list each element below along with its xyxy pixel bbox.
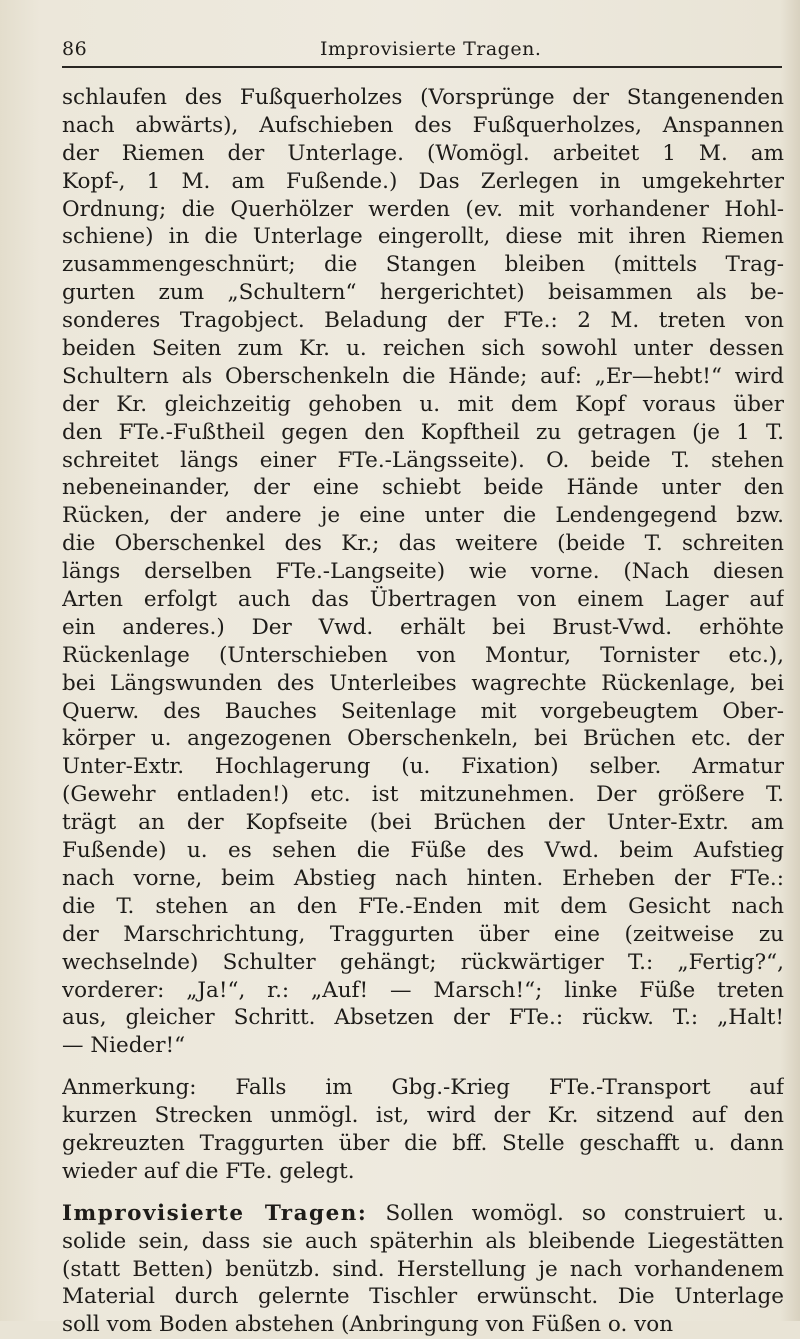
paragraph-gap (62, 1186, 784, 1200)
running-title: Improvisierte Tragen. (320, 38, 542, 60)
text-line: schlaufen des Fußquerholzes (Vorsprünge der Stangenenden (62, 85, 784, 110)
text-line: Schultern als Oberschenkeln die Hände; auf: „Er—hebt!“ wird (62, 363, 784, 389)
text-line: (statt Betten) benützb. sind. Herstellung je nach vorhandenem (62, 1256, 784, 1282)
text-line: ein anderes.) Der Vwd. erhält bei Brust-Vwd. erhöhte (62, 614, 784, 640)
page-body (62, 84, 784, 1339)
text-line: gurten zum „Schultern“ hergerichtet) beisammen als be- (62, 280, 784, 306)
text-line: vorderer: „Ja!“, r.: „Auf! — Marsch!“; linke Füße treten (62, 977, 784, 1003)
heading-line-rest: Sollen womögl. so construiert u. (385, 1200, 784, 1226)
header-rule (62, 66, 782, 68)
text-line: Anmerkung: Falls im Gbg.-Krieg FTe.-Transport auf (62, 1075, 784, 1101)
text-line: zusammengeschnürt; die Stangen bleiben (mittels Trag- (62, 252, 784, 278)
text-line: wieder auf die FTe. gelegt. (62, 1158, 355, 1184)
page-header (62, 38, 782, 68)
text-line: schreitet längs einer FTe.-Längsseite). O. beide T. stehen (62, 447, 784, 473)
text-line: — Nieder!“ (62, 1033, 186, 1059)
text-line: Querw. des Bauches Seitenlage mit vorgebeugtem Ober- (62, 698, 784, 724)
text-line: die Oberschenkel des Kr.; das weitere (beide T. schreiten (62, 531, 784, 557)
text-line: bei Längswunden des Unterleibes wagrechte Rückenlage, bei (62, 670, 784, 696)
text-line: Rücken, der andere je eine unter die Lendengegend bzw. (62, 503, 784, 529)
text-line: Material durch gelernte Tischler erwünscht. Die Unterlage (62, 1284, 784, 1310)
text-line: aus, gleicher Schritt. Absetzen der FTe.: rückw. T.: „Halt! (62, 1005, 784, 1031)
text-line: trägt an der Kopfseite (bei Brüchen der Unter-Extr. am (62, 810, 784, 836)
text-line: Arten erfolgt auch das Übertragen von einem Lager auf (62, 587, 784, 613)
text-line: kurzen Strecken unmögl. ist, wird der Kr. sitzend auf den (62, 1103, 784, 1129)
text-line: der Marschrichtung, Traggurten über eine (zeitweise zu (62, 921, 784, 947)
text-line: die T. stehen an den FTe.-Enden mit dem Gesicht nach (62, 893, 784, 919)
text-line: gekreuzten Traggurten über die bff. Stelle geschafft u. dann (62, 1130, 784, 1156)
section-heading: Improvisierte Tragen: (62, 1200, 368, 1226)
text-line: nach vorne, beim Abstieg nach hinten. Erheben der FTe.: (62, 865, 784, 891)
paragraph-note (62, 1074, 784, 1186)
text-line: längs derselben FTe.-Langseite) wie vorne. (Nach diesen (62, 559, 784, 585)
text-line: den FTe.-Fußtheil gegen den Kopftheil zu getragen (je 1 T. (62, 419, 784, 445)
text-line: der Riemen der Unterlage. (Womögl. arbeitet 1 M. am (62, 140, 784, 166)
text-line: schiene) in die Unterlage eingerollt, diese mit ihren Riemen (62, 224, 784, 250)
text-line: (Gewehr entladen!) etc. ist mitzunehmen. Der größere T. (62, 782, 784, 808)
text-line: Kopf-, 1 M. am Fußende.) Das Zerlegen in umgekehrter (62, 168, 784, 194)
text-line: Unter-Extr. Hochlagerung (u. Fixation) selber. Armatur (62, 754, 784, 780)
text-line: wechselnde) Schulter gehängt; rückwärtiger T.: „Fertig?“, (62, 949, 784, 975)
page-number: 86 (62, 38, 88, 60)
text-line: sonderes Tragobject. Beladung der FTe.: 2 M. treten von (62, 308, 784, 334)
paragraph-improvised-stretchers (62, 1200, 784, 1339)
text-line: Ordnung; die Querhölzer werden (ev. mit vorhandener Hohl- (62, 196, 784, 222)
text-line: soll vom Boden abstehen (Anbringung von Füßen o. von (62, 1312, 674, 1338)
paragraph-main (62, 84, 784, 1060)
text-line: Fußende) u. es sehen die Füße des Vwd. beim Aufstieg (62, 838, 784, 864)
text-line: nach abwärts), Aufschieben des Fußquerholzes, Anspannen (62, 112, 784, 138)
text-line: nebeneinander, der eine schiebt beide Hände unter den (62, 475, 784, 501)
text-line (62, 1200, 784, 1228)
paragraph-gap (62, 1060, 784, 1074)
text-line: der Kr. gleichzeitig gehoben u. mit dem Kopf voraus über (62, 391, 784, 417)
text-line: körper u. angezogenen Oberschenkeln, bei Brüchen etc. der (62, 726, 784, 752)
text-line: beiden Seiten zum Kr. u. reichen sich sowohl unter dessen (62, 336, 784, 362)
text-line: solide sein, dass sie auch späterhin als bleibende Liegestätten (62, 1228, 784, 1254)
text-line: Rückenlage (Unterschieben von Montur, Tornister etc.), (62, 642, 784, 668)
